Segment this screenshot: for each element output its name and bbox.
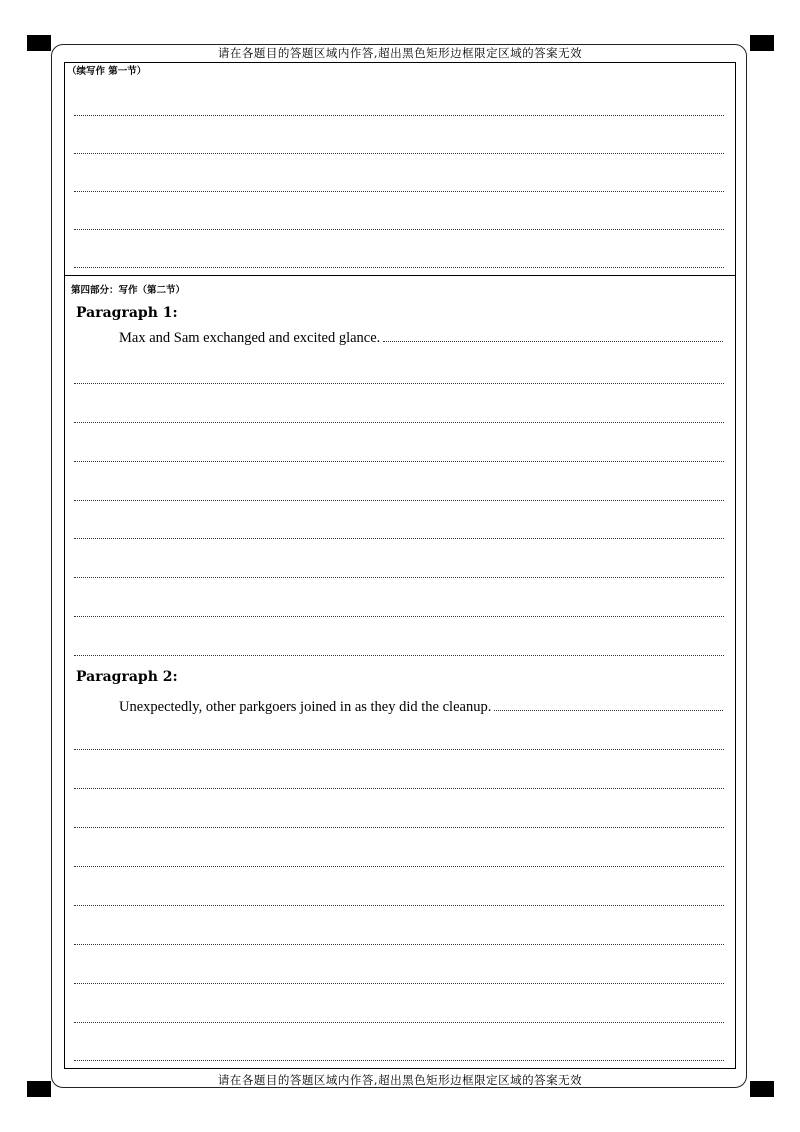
writing-line[interactable] [74, 229, 724, 230]
writing-line[interactable] [74, 538, 724, 539]
paragraph-2-heading: Paragraph 2: [76, 669, 178, 685]
writing-line[interactable] [74, 1022, 724, 1023]
writing-line[interactable] [74, 788, 724, 789]
writing-line[interactable] [74, 422, 724, 423]
section-divider [65, 275, 735, 276]
header-banner: 请在各题目的答题区域内作答,超出黑色矩形边框限定区域的答案无效 [217, 46, 583, 60]
writing-line[interactable] [74, 827, 724, 828]
writing-line[interactable] [74, 866, 724, 867]
paragraph-2-starter: Unexpectedly, other parkgoers joined in as they did the cleanup. [119, 699, 492, 715]
answer-area-frame [64, 62, 736, 1069]
paragraph-2-starter-line[interactable] [494, 710, 723, 711]
writing-line[interactable] [74, 1060, 724, 1061]
paragraph-2-starter-row [119, 698, 723, 716]
paragraph-1-heading: Paragraph 1: [76, 305, 178, 321]
paragraph-1-starter-line[interactable] [383, 341, 723, 342]
writing-line[interactable] [74, 655, 724, 656]
writing-line[interactable] [74, 944, 724, 945]
paragraph-1-starter: Max and Sam exchanged and excited glance. [119, 330, 381, 346]
writing-line[interactable] [74, 577, 724, 578]
writing-line[interactable] [74, 983, 724, 984]
writing-line[interactable] [74, 461, 724, 462]
writing-line[interactable] [74, 905, 724, 906]
footer-banner: 请在各题目的答题区域内作答,超出黑色矩形边框限定区域的答案无效 [217, 1073, 583, 1087]
section-two-label: 第四部分：写作（第二节） [71, 285, 186, 296]
section-continued-label: （续写作 第一节） [67, 66, 147, 77]
writing-line[interactable] [74, 616, 724, 617]
writing-line[interactable] [74, 153, 724, 154]
writing-line[interactable] [74, 267, 724, 268]
writing-line[interactable] [74, 749, 724, 750]
writing-line[interactable] [74, 383, 724, 384]
writing-line[interactable] [74, 115, 724, 116]
writing-line[interactable] [74, 500, 724, 501]
paragraph-1-starter-row [119, 329, 723, 347]
writing-line[interactable] [74, 191, 724, 192]
